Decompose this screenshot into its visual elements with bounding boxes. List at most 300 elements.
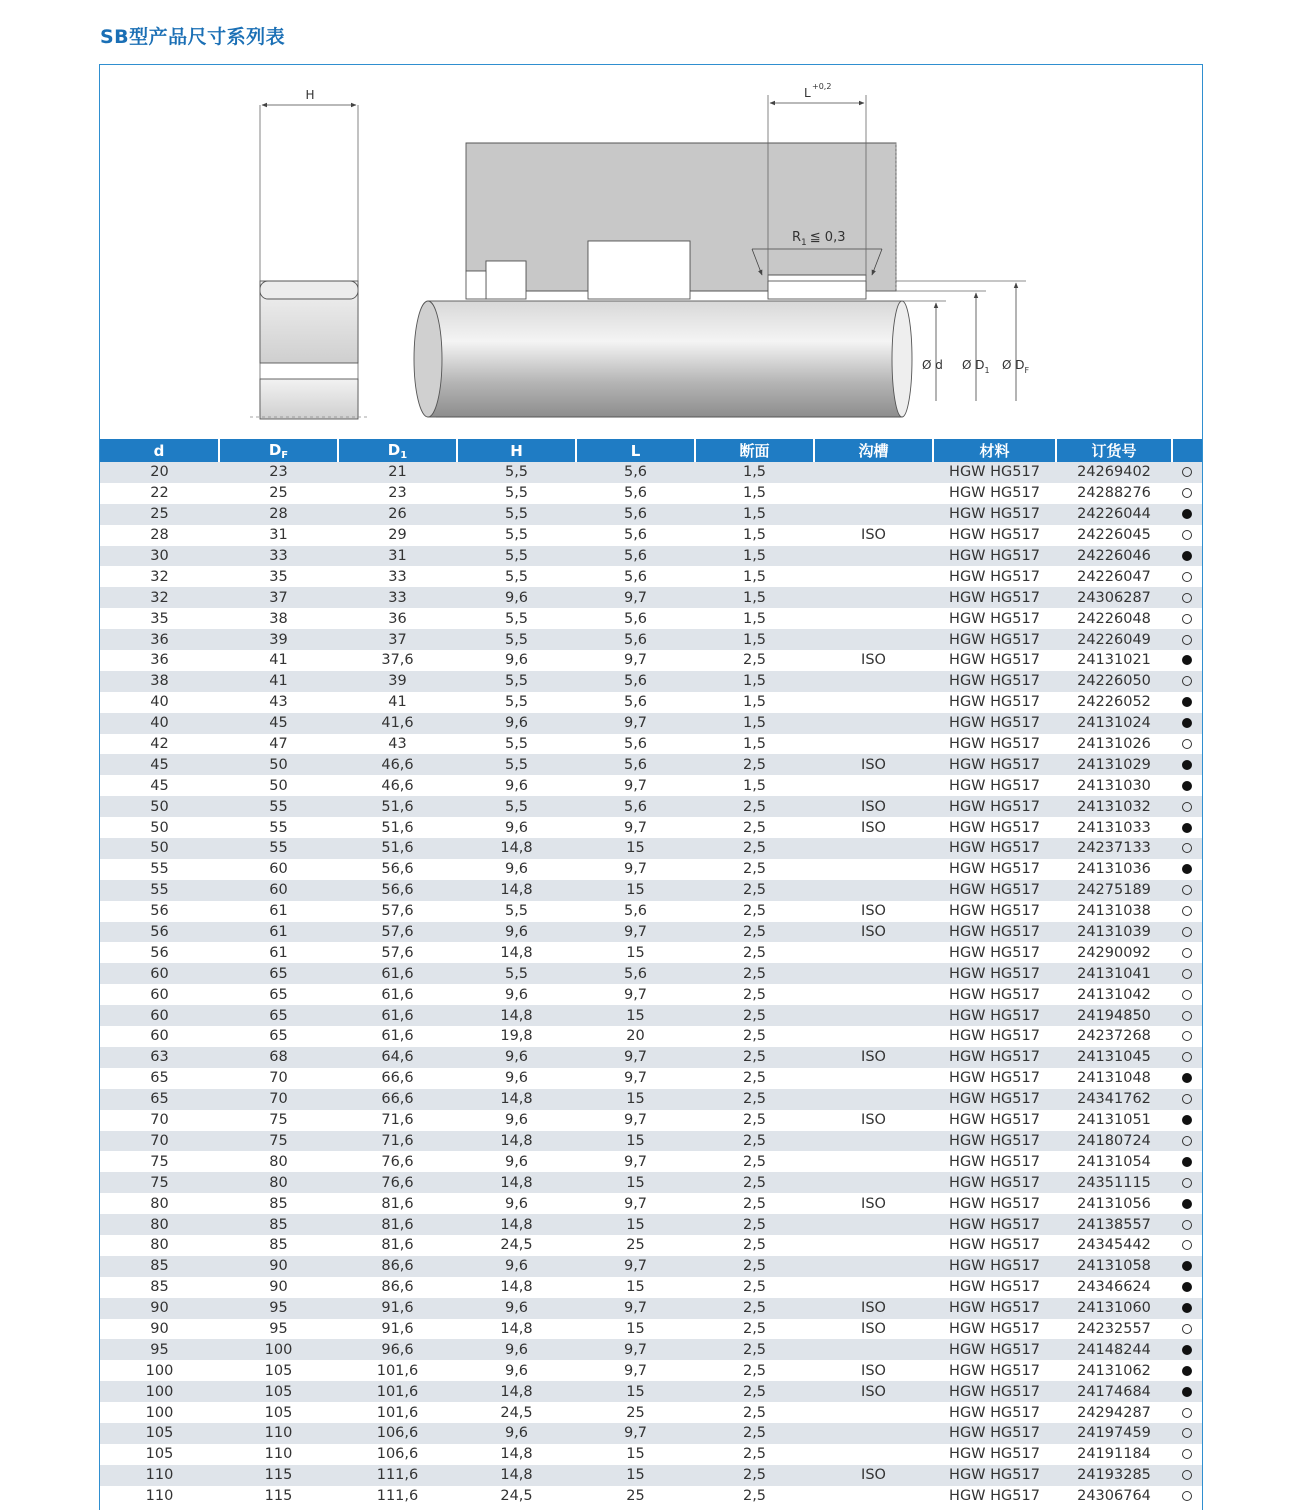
cell-groove (814, 1277, 933, 1298)
cell-d: 90 (100, 1298, 219, 1319)
table-header-row (100, 439, 1202, 462)
cell-l: 5,6 (576, 566, 695, 587)
cell-df: 68 (219, 1047, 338, 1068)
cell-d: 105 (100, 1444, 219, 1465)
cell-material: HGW HG517 (933, 1444, 1056, 1465)
cell-h: 5,5 (457, 504, 576, 525)
cell-material: HGW HG517 (933, 796, 1056, 817)
cell-stock-indicator (1172, 546, 1202, 567)
empty-circle-icon (1182, 488, 1192, 498)
cell-material: HGW HG517 (933, 650, 1056, 671)
table-row (100, 671, 1202, 692)
cell-h: 9,6 (457, 1423, 576, 1444)
cell-d: 45 (100, 754, 219, 775)
cell-df: 50 (219, 775, 338, 796)
cell-l: 9,7 (576, 1298, 695, 1319)
cell-d: 75 (100, 1151, 219, 1172)
cell-l: 9,7 (576, 1360, 695, 1381)
filled-circle-icon (1182, 1303, 1192, 1313)
cell-groove (814, 775, 933, 796)
empty-circle-icon (1182, 802, 1192, 812)
table-row (100, 713, 1202, 734)
cell-stock-indicator (1172, 817, 1202, 838)
cell-df: 31 (219, 525, 338, 546)
cell-l: 9,7 (576, 1047, 695, 1068)
table-row (100, 650, 1202, 671)
cell-groove (814, 1214, 933, 1235)
cell-groove (814, 1131, 933, 1152)
cell-order: 24148244 (1056, 1339, 1172, 1360)
cell-l: 9,7 (576, 1110, 695, 1131)
cell-df: 55 (219, 796, 338, 817)
cell-order: 24232557 (1056, 1319, 1172, 1340)
cell-material: HGW HG517 (933, 754, 1056, 775)
cell-d1: 57,6 (338, 922, 457, 943)
cell-section: 2,5 (695, 1319, 814, 1340)
cell-d: 36 (100, 629, 219, 650)
cell-section: 2,5 (695, 1277, 814, 1298)
cell-d1: 111,6 (338, 1465, 457, 1486)
cell-df: 100 (219, 1339, 338, 1360)
cell-d1: 23 (338, 483, 457, 504)
cell-section: 2,5 (695, 1068, 814, 1089)
empty-circle-icon (1182, 1094, 1192, 1104)
cell-stock-indicator (1172, 462, 1202, 483)
table-row (100, 1089, 1202, 1110)
cell-section: 2,5 (695, 1256, 814, 1277)
cell-h: 9,6 (457, 1193, 576, 1214)
cell-order: 24345442 (1056, 1235, 1172, 1256)
cell-d: 25 (100, 504, 219, 525)
cell-d: 50 (100, 838, 219, 859)
cell-df: 85 (219, 1193, 338, 1214)
cell-material: HGW HG517 (933, 1486, 1056, 1507)
cell-h: 5,5 (457, 796, 576, 817)
table-row (100, 1402, 1202, 1423)
table-row (100, 566, 1202, 587)
table-row (100, 587, 1202, 608)
cell-h: 14,8 (457, 1444, 576, 1465)
cell-d: 85 (100, 1277, 219, 1298)
cell-h: 24,5 (457, 1486, 576, 1507)
cell-h: 14,8 (457, 942, 576, 963)
cell-material: HGW HG517 (933, 525, 1056, 546)
cell-section: 2,5 (695, 1005, 814, 1026)
cell-d: 60 (100, 984, 219, 1005)
cell-df: 105 (219, 1381, 338, 1402)
cell-stock-indicator (1172, 880, 1202, 901)
cell-h: 5,5 (457, 754, 576, 775)
cell-d: 105 (100, 1423, 219, 1444)
cell-l: 15 (576, 1381, 695, 1402)
table-row (100, 734, 1202, 755)
cell-groove: ISO (814, 901, 933, 922)
cell-material: HGW HG517 (933, 1131, 1056, 1152)
cell-l: 5,6 (576, 546, 695, 567)
table-row (100, 1026, 1202, 1047)
cell-df: 50 (219, 754, 338, 775)
cell-df: 110 (219, 1444, 338, 1465)
cell-df: 39 (219, 629, 338, 650)
table-row (100, 504, 1202, 525)
cell-section: 2,5 (695, 1402, 814, 1423)
cell-h: 5,5 (457, 671, 576, 692)
cell-l: 15 (576, 1277, 695, 1298)
cell-d1: 36 (338, 608, 457, 629)
cell-h: 19,8 (457, 1026, 576, 1047)
cell-l: 15 (576, 1444, 695, 1465)
cell-df: 95 (219, 1298, 338, 1319)
table-body (100, 462, 1202, 1507)
cell-order: 24131062 (1056, 1360, 1172, 1381)
cell-stock-indicator (1172, 1423, 1202, 1444)
cell-order: 24194850 (1056, 1005, 1172, 1026)
cell-groove (814, 1172, 933, 1193)
empty-circle-icon (1182, 843, 1192, 853)
cell-material: HGW HG517 (933, 1339, 1056, 1360)
cell-groove (814, 504, 933, 525)
cell-stock-indicator (1172, 942, 1202, 963)
cell-d: 60 (100, 1005, 219, 1026)
filled-circle-icon (1182, 1366, 1192, 1376)
cell-df: 115 (219, 1465, 338, 1486)
cell-section: 1,5 (695, 546, 814, 567)
cell-l: 15 (576, 1214, 695, 1235)
cell-groove (814, 483, 933, 504)
cell-groove (814, 1235, 933, 1256)
cell-groove (814, 692, 933, 713)
cell-section: 2,5 (695, 1089, 814, 1110)
empty-circle-icon (1182, 1491, 1192, 1501)
cell-h: 14,8 (457, 1005, 576, 1026)
cell-d: 95 (100, 1339, 219, 1360)
cell-groove (814, 1151, 933, 1172)
cell-material: HGW HG517 (933, 1110, 1056, 1131)
cell-h: 5,5 (457, 692, 576, 713)
empty-circle-icon (1182, 969, 1192, 979)
cell-material: HGW HG517 (933, 692, 1056, 713)
empty-circle-icon (1182, 572, 1192, 582)
cell-material: HGW HG517 (933, 1005, 1056, 1026)
empty-circle-icon (1182, 467, 1192, 477)
cell-section: 2,5 (695, 942, 814, 963)
cell-groove: ISO (814, 754, 933, 775)
cell-section: 1,5 (695, 734, 814, 755)
cell-d: 56 (100, 922, 219, 943)
cell-h: 9,6 (457, 1256, 576, 1277)
cell-material: HGW HG517 (933, 859, 1056, 880)
cell-d: 55 (100, 880, 219, 901)
cell-d: 35 (100, 608, 219, 629)
empty-circle-icon (1182, 906, 1192, 916)
col-header-d: d (100, 439, 219, 462)
cell-order: 24294287 (1056, 1402, 1172, 1423)
cell-groove (814, 838, 933, 859)
cell-d1: 76,6 (338, 1172, 457, 1193)
cell-h: 14,8 (457, 1214, 576, 1235)
cell-l: 9,7 (576, 1068, 695, 1089)
cell-groove (814, 1402, 933, 1423)
table-row (100, 1131, 1202, 1152)
cell-d: 50 (100, 796, 219, 817)
cell-df: 70 (219, 1068, 338, 1089)
cell-d: 80 (100, 1235, 219, 1256)
cell-order: 24351115 (1056, 1172, 1172, 1193)
cell-groove (814, 1423, 933, 1444)
cell-d: 38 (100, 671, 219, 692)
cell-section: 2,5 (695, 922, 814, 943)
table-row (100, 838, 1202, 859)
cell-l: 9,7 (576, 1423, 695, 1444)
page-title: SB型产品尺寸系列表 (100, 26, 286, 48)
cell-d1: 91,6 (338, 1319, 457, 1340)
cell-l: 15 (576, 1089, 695, 1110)
cell-order: 24226052 (1056, 692, 1172, 713)
cell-groove (814, 713, 933, 734)
cell-section: 2,5 (695, 901, 814, 922)
col-header-order: 订货号 (1056, 439, 1172, 462)
cell-stock-indicator (1172, 838, 1202, 859)
cell-stock-indicator (1172, 1047, 1202, 1068)
cell-section: 2,5 (695, 1026, 814, 1047)
cell-l: 9,7 (576, 1151, 695, 1172)
cell-section: 2,5 (695, 1110, 814, 1131)
cell-section: 2,5 (695, 1172, 814, 1193)
cell-stock-indicator (1172, 1402, 1202, 1423)
cell-h: 5,5 (457, 629, 576, 650)
cell-h: 14,8 (457, 838, 576, 859)
cell-h: 14,8 (457, 1465, 576, 1486)
cell-d1: 106,6 (338, 1444, 457, 1465)
dim-label-l-tol: +0,2 (812, 82, 832, 91)
cell-material: HGW HG517 (933, 546, 1056, 567)
cell-h: 14,8 (457, 1277, 576, 1298)
filled-circle-icon (1182, 509, 1192, 519)
table-row (100, 942, 1202, 963)
cell-d: 100 (100, 1381, 219, 1402)
table-row (100, 1047, 1202, 1068)
cell-order: 24131032 (1056, 796, 1172, 817)
table-row (100, 775, 1202, 796)
cell-d: 20 (100, 462, 219, 483)
cell-groove (814, 629, 933, 650)
cell-d: 56 (100, 901, 219, 922)
cell-material: HGW HG517 (933, 880, 1056, 901)
cell-d: 60 (100, 963, 219, 984)
cell-df: 65 (219, 1005, 338, 1026)
cell-h: 9,6 (457, 650, 576, 671)
table-row (100, 901, 1202, 922)
cell-order: 24131056 (1056, 1193, 1172, 1214)
cell-order: 24346624 (1056, 1277, 1172, 1298)
cell-groove: ISO (814, 1381, 933, 1402)
cell-h: 9,6 (457, 587, 576, 608)
cell-material: HGW HG517 (933, 942, 1056, 963)
cell-h: 9,6 (457, 1298, 576, 1319)
cell-section: 2,5 (695, 1193, 814, 1214)
cell-groove: ISO (814, 1465, 933, 1486)
cell-stock-indicator (1172, 692, 1202, 713)
cell-section: 2,5 (695, 838, 814, 859)
cell-d1: 41 (338, 692, 457, 713)
table-row (100, 546, 1202, 567)
cell-d1: 51,6 (338, 838, 457, 859)
cell-l: 20 (576, 1026, 695, 1047)
table-row (100, 692, 1202, 713)
cell-section: 2,5 (695, 1151, 814, 1172)
cell-stock-indicator (1172, 1235, 1202, 1256)
cell-stock-indicator (1172, 1256, 1202, 1277)
cell-d: 70 (100, 1131, 219, 1152)
cell-stock-indicator (1172, 1360, 1202, 1381)
cell-h: 14,8 (457, 1089, 576, 1110)
cell-h: 5,5 (457, 546, 576, 567)
cell-stock-indicator (1172, 525, 1202, 546)
empty-circle-icon (1182, 635, 1192, 645)
cell-d: 85 (100, 1256, 219, 1277)
cell-order: 24197459 (1056, 1423, 1172, 1444)
cell-d: 80 (100, 1193, 219, 1214)
dim-label-df-sub: F (1024, 366, 1030, 375)
col-header-stock (1172, 439, 1202, 462)
cell-d1: 66,6 (338, 1089, 457, 1110)
cell-material: HGW HG517 (933, 1256, 1056, 1277)
cell-material: HGW HG517 (933, 608, 1056, 629)
cell-d1: 39 (338, 671, 457, 692)
cell-h: 9,6 (457, 859, 576, 880)
cell-stock-indicator (1172, 1319, 1202, 1340)
cell-d1: 46,6 (338, 775, 457, 796)
cell-d: 42 (100, 734, 219, 755)
cell-d1: 56,6 (338, 859, 457, 880)
cell-groove (814, 1486, 933, 1507)
cell-d1: 91,6 (338, 1298, 457, 1319)
cell-stock-indicator (1172, 901, 1202, 922)
cell-order: 24226044 (1056, 504, 1172, 525)
cell-l: 5,6 (576, 525, 695, 546)
cell-stock-indicator (1172, 984, 1202, 1005)
cell-d: 65 (100, 1068, 219, 1089)
dim-label-l: L (804, 86, 811, 100)
cell-section: 2,5 (695, 984, 814, 1005)
cell-order: 24131060 (1056, 1298, 1172, 1319)
cell-section: 2,5 (695, 1047, 814, 1068)
cell-h: 5,5 (457, 462, 576, 483)
cell-d1: 81,6 (338, 1214, 457, 1235)
cell-d: 75 (100, 1172, 219, 1193)
cell-d1: 51,6 (338, 796, 457, 817)
cell-h: 9,6 (457, 1110, 576, 1131)
cell-d: 28 (100, 525, 219, 546)
cell-l: 5,6 (576, 901, 695, 922)
cell-h: 14,8 (457, 880, 576, 901)
table-row (100, 754, 1202, 775)
filled-circle-icon (1182, 864, 1192, 874)
empty-circle-icon (1182, 1220, 1192, 1230)
cell-h: 14,8 (457, 1319, 576, 1340)
col-header-d1: $D_1$ (338, 439, 457, 462)
cell-d1: 21 (338, 462, 457, 483)
cell-order: 24288276 (1056, 483, 1172, 504)
cell-stock-indicator (1172, 1465, 1202, 1486)
cell-section: 2,5 (695, 1235, 814, 1256)
cell-order: 24131042 (1056, 984, 1172, 1005)
table-row (100, 1319, 1202, 1340)
cell-order: 24131021 (1056, 650, 1172, 671)
cell-d1: 81,6 (338, 1193, 457, 1214)
cell-h: 14,8 (457, 1131, 576, 1152)
filled-circle-icon (1182, 1282, 1192, 1292)
cell-l: 25 (576, 1235, 695, 1256)
cell-order: 24226050 (1056, 671, 1172, 692)
filled-circle-icon (1182, 1115, 1192, 1125)
cell-material: HGW HG517 (933, 1047, 1056, 1068)
cell-order: 24290092 (1056, 942, 1172, 963)
cell-material: HGW HG517 (933, 984, 1056, 1005)
cell-section: 2,5 (695, 1298, 814, 1319)
cell-section: 2,5 (695, 1423, 814, 1444)
cell-d: 100 (100, 1360, 219, 1381)
col-header-section: 断面 (695, 439, 814, 462)
empty-circle-icon (1182, 1470, 1192, 1480)
cell-h: 9,6 (457, 922, 576, 943)
cell-groove (814, 546, 933, 567)
seal-ring-side-view (250, 88, 368, 419)
cell-d1: 56,6 (338, 880, 457, 901)
cell-l: 5,6 (576, 462, 695, 483)
cell-d1: 26 (338, 504, 457, 525)
empty-circle-icon (1182, 676, 1192, 686)
empty-circle-icon (1182, 739, 1192, 749)
table-row (100, 1214, 1202, 1235)
cell-material: HGW HG517 (933, 1089, 1056, 1110)
cell-df: 23 (219, 462, 338, 483)
cell-section: 2,5 (695, 880, 814, 901)
cell-groove: ISO (814, 650, 933, 671)
cell-material: HGW HG517 (933, 775, 1056, 796)
cell-l: 25 (576, 1402, 695, 1423)
empty-circle-icon (1182, 593, 1192, 603)
cell-df: 61 (219, 901, 338, 922)
cell-groove (814, 566, 933, 587)
cell-h: 5,5 (457, 483, 576, 504)
cell-material: HGW HG517 (933, 504, 1056, 525)
cell-stock-indicator (1172, 1068, 1202, 1089)
shaft (414, 301, 912, 417)
cell-d1: 111,6 (338, 1486, 457, 1507)
cell-material: HGW HG517 (933, 734, 1056, 755)
cell-stock-indicator (1172, 1277, 1202, 1298)
cell-material: HGW HG517 (933, 1298, 1056, 1319)
cell-stock-indicator (1172, 671, 1202, 692)
dim-label-h: H (305, 88, 315, 102)
filled-circle-icon (1182, 1199, 1192, 1209)
cell-h: 24,5 (457, 1402, 576, 1423)
cell-stock-indicator (1172, 1381, 1202, 1402)
cell-h: 9,6 (457, 1068, 576, 1089)
cell-l: 9,7 (576, 817, 695, 838)
cell-df: 90 (219, 1277, 338, 1298)
cell-l: 5,6 (576, 504, 695, 525)
empty-circle-icon (1182, 1324, 1192, 1334)
table-row (100, 984, 1202, 1005)
cell-material: HGW HG517 (933, 1172, 1056, 1193)
cell-h: 14,8 (457, 1172, 576, 1193)
cell-stock-indicator (1172, 504, 1202, 525)
cell-d: 80 (100, 1214, 219, 1235)
cell-section: 1,5 (695, 713, 814, 734)
cell-section: 2,5 (695, 1339, 814, 1360)
